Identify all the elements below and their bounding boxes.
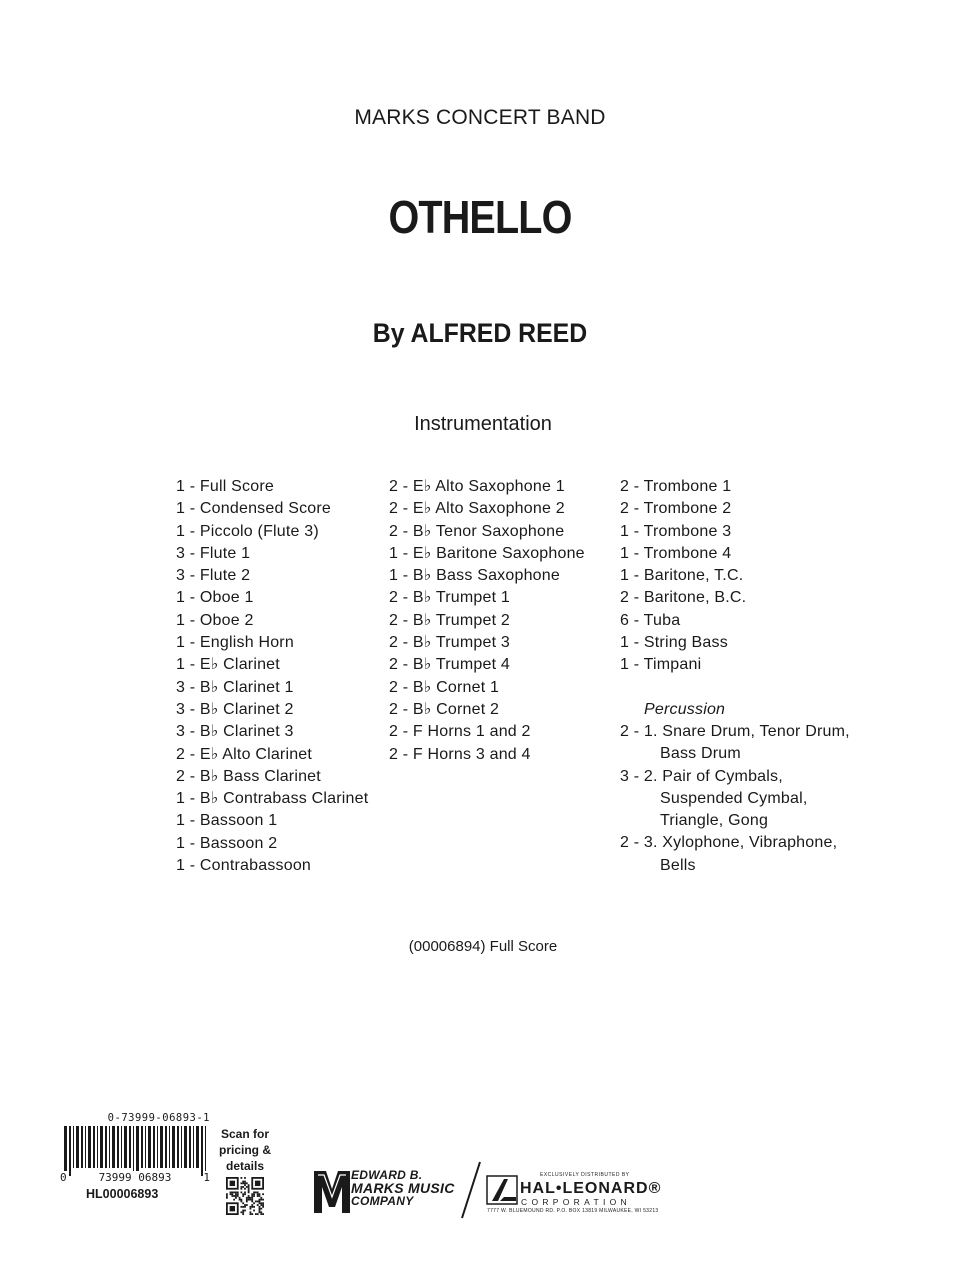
instrument-entry: 1 - Oboe 1 xyxy=(176,589,254,607)
barcode-bar xyxy=(193,1126,194,1168)
work-title: OTHELLO xyxy=(388,191,572,243)
barcode-bar xyxy=(196,1126,199,1168)
qr-module xyxy=(246,1197,248,1199)
qr-module xyxy=(259,1208,261,1210)
barcode-bar xyxy=(148,1126,151,1168)
barcode-bar xyxy=(73,1126,74,1168)
instrument-entry: 2 - B♭ Trumpet 4 xyxy=(389,656,511,674)
qr-module xyxy=(244,1182,246,1184)
qr-module xyxy=(246,1204,248,1206)
barcode-bar xyxy=(81,1126,83,1168)
instrument-entry: 1 - Full Score xyxy=(176,478,274,495)
barcode-bar xyxy=(189,1126,191,1168)
upc-middle-digits: 73999 06893 xyxy=(98,1171,172,1184)
qr-module xyxy=(260,1213,262,1215)
qr-module xyxy=(242,1181,244,1183)
qr-module xyxy=(242,1202,244,1204)
qr-module xyxy=(262,1206,264,1208)
barcode-bar xyxy=(145,1126,146,1168)
instrument-entry: 3 - B♭ Clarinet 1 xyxy=(176,678,294,696)
instrument-entry: 3 - B♭ Clarinet 2 xyxy=(176,700,294,718)
qr-module xyxy=(257,1191,259,1193)
instrument-entry: 2 - Trombone 2 xyxy=(620,500,732,518)
instrument-entry: 1 - Trombone 3 xyxy=(620,522,732,540)
instrumentation-heading: Instrumentation xyxy=(414,413,552,435)
barcode-bar xyxy=(177,1126,179,1168)
instrument-entry: 6 - Tuba xyxy=(620,611,681,629)
qr-module xyxy=(259,1210,261,1212)
barcode-bar xyxy=(160,1126,163,1168)
instrument-entry: 1 - Bassoon 2 xyxy=(176,834,278,852)
qr-module xyxy=(250,1213,252,1215)
qr-module xyxy=(262,1204,264,1206)
qr-module xyxy=(259,1201,261,1203)
qr-module xyxy=(239,1197,241,1199)
qr-module xyxy=(255,1191,257,1193)
qr-module xyxy=(235,1191,237,1193)
qr-module xyxy=(250,1208,252,1210)
barcode-bar xyxy=(133,1126,134,1176)
series-title: MARKS CONCERT BAND xyxy=(354,106,606,129)
qr-module xyxy=(260,1202,262,1204)
qr-module xyxy=(255,1201,257,1203)
barcode-bar xyxy=(117,1126,119,1168)
instrument-entry: 2 - B♭ Trumpet 1 xyxy=(389,589,511,607)
barcode-bar xyxy=(153,1126,155,1168)
barcode-bar xyxy=(109,1126,110,1168)
qr-module xyxy=(242,1211,244,1213)
qr-module xyxy=(248,1195,250,1197)
qr-module xyxy=(259,1199,261,1201)
upc-right-digit: 1 xyxy=(203,1171,210,1184)
barcode-bar xyxy=(97,1126,98,1168)
instrument-entry: 1 - Trombone 4 xyxy=(620,544,732,562)
qr-module xyxy=(244,1177,246,1179)
qr-module xyxy=(246,1201,248,1203)
qr-module xyxy=(226,1197,228,1199)
qr-module xyxy=(257,1213,259,1215)
qr-module xyxy=(255,1213,257,1215)
qr-module xyxy=(251,1199,253,1201)
instrument-entry: 2 - F Horns 3 and 4 xyxy=(389,745,531,763)
qr-module xyxy=(240,1199,242,1201)
barcode-bar xyxy=(129,1126,131,1168)
qr-module xyxy=(250,1197,252,1199)
qr-module xyxy=(226,1193,228,1195)
qr-module xyxy=(250,1211,252,1213)
qr-module xyxy=(231,1193,233,1195)
qr-module xyxy=(246,1186,248,1188)
qr-module xyxy=(262,1213,264,1215)
qr-module xyxy=(260,1211,262,1213)
instrument-entry: 2 - B♭ Cornet 1 xyxy=(389,678,500,696)
instrument-entry: 2 - 3. Xylophone, Vibraphone, Bells xyxy=(620,834,838,874)
qr-module xyxy=(235,1197,237,1199)
barcode-bar xyxy=(157,1126,158,1168)
qr-module xyxy=(248,1199,250,1201)
qr-module xyxy=(242,1195,244,1197)
instrument-entry: 2 - B♭ Tenor Saxophone xyxy=(389,522,565,540)
qr-module xyxy=(259,1202,261,1204)
upc-top-text: 0-73999-06893-1 xyxy=(107,1112,210,1124)
qr-module xyxy=(248,1184,250,1186)
qr-module xyxy=(259,1206,261,1208)
qr-module xyxy=(230,1191,232,1193)
instrument-entry: 1 - Piccolo (Flute 3) xyxy=(176,522,319,540)
qr-module xyxy=(248,1186,250,1188)
qr-module xyxy=(250,1199,252,1201)
divider-slash-icon xyxy=(458,1160,484,1220)
instrument-entry: 1 - String Bass xyxy=(620,634,728,652)
qr-module xyxy=(242,1210,244,1212)
barcode-bar xyxy=(64,1126,67,1176)
qr-module xyxy=(253,1195,255,1197)
instrument-entry: 3 - 2. Pair of Cymbals, Suspended Cymbal, Triangle, Gong xyxy=(620,767,808,830)
qr-module xyxy=(251,1206,253,1208)
qr-module xyxy=(259,1211,261,1213)
qr-module xyxy=(251,1197,253,1199)
qr-module xyxy=(246,1182,248,1184)
instrument-entry: 2 - E♭ Alto Clarinet xyxy=(176,745,313,763)
qr-module xyxy=(244,1210,246,1212)
qr-module xyxy=(237,1191,239,1193)
qr-module xyxy=(244,1204,246,1206)
barcode-bar xyxy=(112,1126,115,1168)
instrument-entry: 1 - B♭ Bass Saxophone xyxy=(389,567,560,585)
qr-module xyxy=(242,1206,244,1208)
qr-module xyxy=(253,1202,255,1204)
instrument-entry: 1 - B♭ Contrabass Clarinet xyxy=(176,790,369,808)
instrument-entry: 1 - English Horn xyxy=(176,634,294,652)
hal-leonard-logo-icon xyxy=(486,1175,520,1205)
instrument-entry: 2 - B♭ Trumpet 3 xyxy=(389,634,511,652)
qr-module xyxy=(239,1199,241,1201)
instrument-entry: 1 - Bassoon 1 xyxy=(176,812,278,830)
barcode-icon xyxy=(60,1126,210,1176)
qr-module xyxy=(244,1188,246,1190)
composer-credit: By ALFRED REED xyxy=(372,318,588,348)
qr-module xyxy=(242,1213,244,1215)
barcode-bar xyxy=(76,1126,79,1168)
qr-module xyxy=(226,1195,228,1197)
qr-module xyxy=(244,1193,246,1195)
qr-module xyxy=(240,1206,242,1208)
instrument-entry: 1 - Baritone, T.C. xyxy=(620,567,744,585)
qr-module xyxy=(248,1197,250,1199)
qr-module xyxy=(242,1186,244,1188)
percussion-heading: Percussion xyxy=(644,700,726,718)
instrument-entry: 2 - B♭ Bass Clarinet xyxy=(176,767,321,785)
qr-module xyxy=(260,1199,262,1201)
qr-module xyxy=(260,1204,262,1206)
qr-module xyxy=(244,1206,246,1208)
qr-module xyxy=(253,1210,255,1212)
qr-module xyxy=(240,1177,242,1179)
qr-module xyxy=(253,1191,255,1193)
barcode-bar xyxy=(172,1126,175,1168)
instrument-entry: 3 - Flute 2 xyxy=(176,567,251,585)
hl-product-code: HL00006893 xyxy=(86,1187,159,1201)
instrument-entry: 2 - E♭ Alto Saxophone 1 xyxy=(389,478,565,495)
instrument-entry: 2 - Trombone 1 xyxy=(620,478,732,495)
qr-module xyxy=(248,1188,250,1190)
qr-module xyxy=(259,1195,261,1197)
instrument-column-3 xyxy=(620,476,850,877)
instrument-entry: 3 - Flute 1 xyxy=(176,544,251,562)
qr-module xyxy=(262,1202,264,1204)
instrument-column-2 xyxy=(389,476,585,766)
qr-module xyxy=(231,1195,233,1197)
qr-module xyxy=(260,1208,262,1210)
instrument-column-1 xyxy=(176,476,368,877)
qr-module xyxy=(237,1193,239,1195)
qr-module xyxy=(231,1191,233,1193)
instrument-entry: 1 - Contrabassoon xyxy=(176,857,312,875)
barcode-bar xyxy=(165,1126,167,1168)
barcode-bar xyxy=(88,1126,91,1168)
qr-module xyxy=(259,1193,261,1195)
barcode-bar xyxy=(136,1126,139,1176)
qr-module xyxy=(246,1199,248,1201)
qr-module xyxy=(244,1191,246,1193)
qr-module xyxy=(240,1188,242,1190)
barcode-bar xyxy=(181,1126,182,1168)
qr-module xyxy=(251,1204,253,1206)
qr-module xyxy=(253,1206,255,1208)
distributed-by-text: EXCLUSIVELY DISTRIBUTED BY xyxy=(540,1172,630,1178)
qr-module xyxy=(262,1193,264,1195)
qr-code-icon[interactable] xyxy=(226,1177,264,1215)
qr-module xyxy=(251,1193,253,1195)
qr-module xyxy=(242,1182,244,1184)
qr-module xyxy=(257,1195,259,1197)
qr-module xyxy=(230,1206,235,1211)
barcode-bar xyxy=(169,1126,170,1168)
qr-module xyxy=(233,1195,235,1197)
barcode-bar xyxy=(100,1126,103,1168)
qr-module xyxy=(230,1181,235,1186)
instrument-entry: 1 - Oboe 2 xyxy=(176,611,254,629)
instrument-entry: 2 - B♭ Cornet 2 xyxy=(389,700,500,718)
qr-module xyxy=(262,1199,264,1201)
barcode-bar xyxy=(105,1126,107,1168)
qr-module xyxy=(260,1197,262,1199)
qr-module xyxy=(235,1195,237,1197)
barcode-bar xyxy=(184,1126,187,1168)
qr-module xyxy=(233,1191,235,1193)
barcode-bar xyxy=(201,1126,203,1176)
instrument-entry: 2 - B♭ Trumpet 2 xyxy=(389,611,511,629)
scan-instructions: Scan for pricing & details xyxy=(218,1127,271,1173)
qr-module xyxy=(244,1181,246,1183)
qr-module xyxy=(257,1193,259,1195)
qr-module xyxy=(251,1213,253,1215)
barcode-bar xyxy=(205,1126,206,1176)
qr-module xyxy=(248,1191,250,1193)
qr-module xyxy=(240,1201,242,1203)
publisher-address: 7777 W. BLUEMOUND RD. P.O. BOX 13819 MILWAUKEE, WI 53213 xyxy=(487,1208,659,1214)
instrument-entry: 1 - Condensed Score xyxy=(176,500,332,518)
qr-module xyxy=(233,1199,235,1201)
qr-module xyxy=(253,1193,255,1195)
qr-module xyxy=(251,1201,253,1203)
instrument-entry: 1 - E♭ Baritone Saxophone xyxy=(389,544,585,562)
instrument-entry: 2 - 1. Snare Drum, Tenor Drum, Bass Drum xyxy=(620,722,850,763)
qr-module xyxy=(257,1204,259,1206)
instrument-entry: 2 - F Horns 1 and 2 xyxy=(389,723,531,741)
qr-module xyxy=(237,1195,239,1197)
qr-module xyxy=(235,1193,237,1195)
instrument-entry: 1 - E♭ Clarinet xyxy=(176,656,280,674)
barcode-bar xyxy=(124,1126,127,1168)
qr-module xyxy=(248,1190,250,1192)
qr-module xyxy=(240,1182,242,1184)
qr-module xyxy=(255,1181,260,1186)
instrument-entry: 3 - B♭ Clarinet 3 xyxy=(176,723,294,741)
barcode-block xyxy=(60,1112,210,1201)
qr-module xyxy=(242,1193,244,1195)
upc-left-digit: 0 xyxy=(60,1171,67,1184)
qr-module xyxy=(230,1193,232,1195)
hal-leonard-wordmark: HAL•LEONARD® xyxy=(520,1180,662,1197)
item-number-note: (00006894) Full Score xyxy=(408,938,558,955)
instrument-entry: 2 - Baritone, B.C. xyxy=(620,589,747,607)
marks-music-wordmark: EDWARD B. MARKS MUSIC COMPANY xyxy=(351,1168,455,1208)
barcode-bar xyxy=(141,1126,143,1168)
barcode-bar xyxy=(121,1126,122,1168)
corporation-text: CORPORATION xyxy=(521,1197,631,1207)
qr-module xyxy=(240,1186,242,1188)
instrument-entry: 2 - E♭ Alto Saxophone 2 xyxy=(389,500,565,518)
instrument-entry: 1 - Timpani xyxy=(620,656,702,674)
barcode-bar xyxy=(93,1126,95,1168)
qr-module xyxy=(244,1184,246,1186)
qr-module xyxy=(257,1201,259,1203)
barcode-bar xyxy=(85,1126,86,1168)
qr-module xyxy=(250,1206,252,1208)
qr-module xyxy=(240,1191,242,1193)
qr-module xyxy=(251,1195,253,1197)
qr-module xyxy=(240,1211,242,1213)
barcode-bar xyxy=(69,1126,71,1176)
